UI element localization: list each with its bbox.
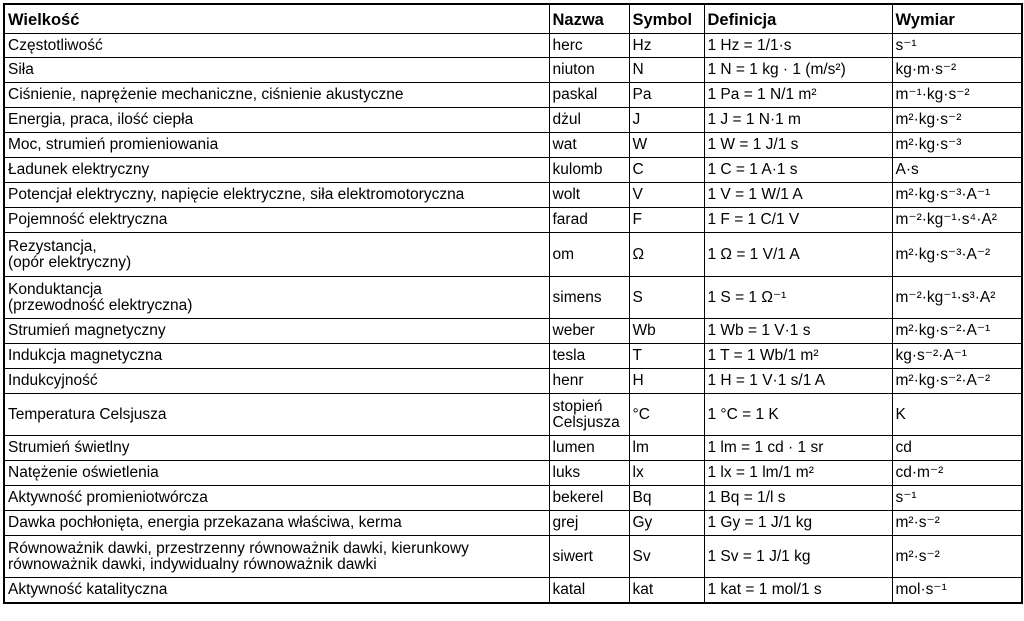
cell-symbol-text: F — [632, 211, 642, 228]
cell-dimension-text: m²·kg·s⁻² — [895, 111, 962, 128]
cell-quantity — [4, 277, 549, 319]
cell-name-text: farad — [552, 211, 588, 228]
cell-definition-text: 1 V = 1 W/1 A — [707, 186, 803, 203]
cell-dimension — [892, 277, 1022, 319]
cell-symbol-text: °C — [632, 405, 650, 423]
cell-quantity — [4, 133, 549, 158]
table-row — [4, 108, 1022, 133]
cell-symbol-text: C — [632, 161, 644, 178]
cell-name — [549, 319, 629, 344]
cell-dimension — [892, 578, 1022, 603]
cell-definition — [704, 233, 892, 277]
cell-dimension — [892, 319, 1022, 344]
table-row — [4, 536, 1022, 578]
cell-symbol — [629, 578, 704, 603]
cell-name — [549, 344, 629, 369]
cell-name-text: wolt — [552, 186, 581, 203]
cell-dimension-text: m²·s⁻² — [895, 514, 940, 531]
cell-definition — [704, 369, 892, 394]
cell-symbol — [629, 183, 704, 208]
table-row — [4, 319, 1022, 344]
cell-definition-text: 1 J = 1 N·1 m — [707, 111, 801, 128]
cell-definition-text: 1 kat = 1 mol/1 s — [707, 580, 822, 598]
cell-symbol-text: lx — [632, 464, 644, 481]
cell-name-text: niuton — [552, 61, 595, 78]
cell-dimension-text: m⁻²·kg⁻¹·s⁴·A² — [895, 211, 997, 228]
cell-definition — [704, 133, 892, 158]
cell-quantity — [4, 511, 549, 536]
cell-dimension-text: s⁻¹ — [895, 36, 917, 54]
cell-name-text: simens — [552, 288, 602, 306]
cell-quantity — [4, 486, 549, 511]
cell-definition-text: 1 lx = 1 lm/1 m² — [707, 464, 814, 481]
cell-dimension — [892, 83, 1022, 108]
cell-dimension — [892, 133, 1022, 158]
cell-quantity — [4, 108, 549, 133]
cell-name-text: henr — [552, 372, 584, 389]
cell-definition-text: 1 S = 1 Ω⁻¹ — [707, 288, 787, 306]
cell-definition — [704, 158, 892, 183]
header-row — [4, 4, 1022, 34]
cell-dimension-text: kg·s⁻²·A⁻¹ — [895, 347, 967, 364]
cell-definition — [704, 461, 892, 486]
cell-definition-text: 1 H = 1 V·1 s/1 A — [707, 372, 826, 389]
table-body — [4, 34, 1022, 603]
cell-definition — [704, 277, 892, 319]
table-row — [4, 486, 1022, 511]
cell-name — [549, 511, 629, 536]
cell-quantity-text: Energia, praca, ilość ciepła — [8, 111, 194, 128]
cell-symbol-text: Sv — [632, 547, 651, 565]
cell-symbol-text: S — [632, 288, 643, 306]
cell-quantity-text: Natężenie oświetlenia — [8, 464, 159, 481]
cell-definition — [704, 183, 892, 208]
cell-dimension-text: mol·s⁻¹ — [895, 580, 947, 598]
cell-dimension — [892, 486, 1022, 511]
cell-name — [549, 83, 629, 108]
cell-name-text: wat — [552, 136, 577, 153]
cell-name-text: luks — [552, 464, 581, 481]
cell-name — [549, 108, 629, 133]
cell-symbol-text: Wb — [632, 322, 656, 339]
table-row — [4, 133, 1022, 158]
cell-definition — [704, 511, 892, 536]
cell-quantity — [4, 233, 549, 277]
table-row — [4, 436, 1022, 461]
cell-definition-text: 1 lm = 1 cd · 1 sr — [707, 439, 824, 456]
cell-symbol — [629, 277, 704, 319]
cell-quantity-text: Strumień magnetyczny — [8, 322, 166, 339]
cell-definition — [704, 578, 892, 603]
cell-dimension-text: m⁻¹·kg·s⁻² — [895, 86, 970, 103]
table-row — [4, 394, 1022, 436]
table-row — [4, 578, 1022, 603]
table-row — [4, 369, 1022, 394]
cell-definition-text: 1 F = 1 C/1 V — [707, 211, 800, 228]
table-row — [4, 83, 1022, 108]
cell-quantity — [4, 578, 549, 603]
cell-dimension-text: m²·kg·s⁻³·A⁻¹ — [895, 186, 991, 203]
cell-dimension — [892, 511, 1022, 536]
cell-symbol — [629, 58, 704, 83]
cell-symbol — [629, 511, 704, 536]
cell-quantity — [4, 158, 549, 183]
cell-name — [549, 158, 629, 183]
cell-quantity — [4, 83, 549, 108]
cell-quantity-text: Strumień świetlny — [8, 439, 130, 456]
cell-dimension-text: m²·kg·s⁻²·A⁻¹ — [895, 322, 991, 339]
cell-dimension-text: m²·kg·s⁻³ — [895, 136, 962, 153]
cell-quantity — [4, 461, 549, 486]
cell-definition-text: 1 W = 1 J/1 s — [707, 136, 799, 153]
cell-definition-text: 1 Gy = 1 J/1 kg — [707, 514, 813, 531]
cell-name — [549, 486, 629, 511]
table-row — [4, 344, 1022, 369]
cell-dimension-text: A·s — [895, 161, 919, 178]
cell-symbol-text: T — [632, 347, 642, 364]
cell-dimension — [892, 233, 1022, 277]
cell-quantity — [4, 369, 549, 394]
cell-symbol-text: Bq — [632, 489, 652, 506]
cell-dimension-text: m²·kg·s⁻²·A⁻² — [895, 372, 991, 389]
cell-dimension — [892, 461, 1022, 486]
cell-quantity — [4, 344, 549, 369]
cell-definition-text: 1 Sv = 1 J/1 kg — [707, 547, 811, 565]
cell-definition — [704, 58, 892, 83]
cell-dimension-text: m⁻²·kg⁻¹·s³·A² — [895, 288, 996, 306]
cell-name-text: kulomb — [552, 161, 603, 178]
cell-quantity — [4, 319, 549, 344]
cell-dimension-text: m²·kg·s⁻³·A⁻² — [895, 245, 991, 263]
table-row — [4, 277, 1022, 319]
cell-definition-text: 1 Pa = 1 N/1 m² — [707, 86, 817, 103]
cell-dimension-text: K — [895, 405, 906, 423]
cell-name — [549, 133, 629, 158]
cell-definition-text: 1 T = 1 Wb/1 m² — [707, 347, 819, 364]
table-row — [4, 34, 1022, 58]
cell-quantity-text: Konduktancja (przewodność elektryczna) — [8, 280, 193, 314]
cell-quantity-text: Potencjał elektryczny, napięcie elektryczne, siła elektromotoryczna — [8, 186, 465, 203]
cell-symbol — [629, 461, 704, 486]
cell-symbol — [629, 486, 704, 511]
cell-name-text: herc — [552, 36, 583, 54]
cell-quantity — [4, 183, 549, 208]
cell-name — [549, 536, 629, 578]
cell-symbol-text: lm — [632, 439, 649, 456]
header-name: Nazwa — [549, 4, 629, 34]
cell-definition — [704, 536, 892, 578]
cell-dimension — [892, 34, 1022, 58]
cell-name-text: tesla — [552, 347, 586, 364]
cell-definition — [704, 486, 892, 511]
cell-name — [549, 58, 629, 83]
cell-definition — [704, 436, 892, 461]
cell-dimension — [892, 208, 1022, 233]
cell-symbol-text: Hz — [632, 36, 652, 54]
cell-name-text: stopień Celsjusza — [552, 397, 620, 431]
cell-quantity-text: Indukcyjność — [8, 372, 98, 389]
cell-name — [549, 394, 629, 436]
cell-definition-text: 1 Ω = 1 V/1 A — [707, 245, 800, 263]
cell-quantity-text: Ładunek elektryczny — [8, 161, 150, 178]
cell-symbol-text: Ω — [632, 245, 645, 263]
cell-definition-text: 1 C = 1 A·1 s — [707, 161, 798, 178]
cell-definition — [704, 394, 892, 436]
cell-definition-text: 1 °C = 1 K — [707, 405, 779, 423]
cell-name — [549, 277, 629, 319]
cell-symbol — [629, 108, 704, 133]
cell-name-text: siwert — [552, 547, 593, 565]
cell-symbol — [629, 319, 704, 344]
cell-dimension-text: cd·m⁻² — [895, 464, 944, 481]
cell-name — [549, 369, 629, 394]
table-row — [4, 158, 1022, 183]
cell-definition-text: 1 Hz = 1/1·s — [707, 36, 792, 54]
cell-symbol — [629, 394, 704, 436]
cell-dimension — [892, 158, 1022, 183]
cell-symbol — [629, 34, 704, 58]
cell-name — [549, 183, 629, 208]
cell-dimension — [892, 108, 1022, 133]
cell-name-text: om — [552, 245, 575, 263]
cell-quantity-text: Aktywność katalityczna — [8, 580, 168, 598]
cell-quantity — [4, 436, 549, 461]
table-row — [4, 183, 1022, 208]
cell-definition — [704, 108, 892, 133]
cell-dimension — [892, 369, 1022, 394]
cell-dimension-text: kg·m·s⁻² — [895, 61, 957, 78]
cell-definition — [704, 83, 892, 108]
cell-symbol-text: N — [632, 61, 644, 78]
cell-symbol — [629, 233, 704, 277]
cell-symbol-text: Pa — [632, 86, 652, 103]
cell-name-text: dżul — [552, 111, 581, 128]
cell-symbol-text: V — [632, 186, 643, 203]
cell-definition-text: 1 Wb = 1 V·1 s — [707, 322, 811, 339]
cell-name-text: paskal — [552, 86, 598, 103]
cell-definition — [704, 208, 892, 233]
cell-symbol-text: Gy — [632, 514, 653, 531]
cell-symbol — [629, 536, 704, 578]
cell-name — [549, 34, 629, 58]
cell-name — [549, 233, 629, 277]
cell-name-text: grej — [552, 514, 579, 531]
header-definition: Definicja — [704, 4, 892, 34]
cell-symbol — [629, 369, 704, 394]
cell-symbol — [629, 158, 704, 183]
cell-dimension-text: s⁻¹ — [895, 489, 917, 506]
cell-quantity — [4, 58, 549, 83]
table-row — [4, 208, 1022, 233]
cell-name-text: bekerel — [552, 489, 604, 506]
cell-name-text: lumen — [552, 439, 595, 456]
cell-quantity-text: Pojemność elektryczna — [8, 211, 168, 228]
cell-quantity — [4, 536, 549, 578]
cell-quantity-text: Aktywność promieniotwórcza — [8, 489, 208, 506]
header-symbol: Symbol — [629, 4, 704, 34]
cell-symbol — [629, 344, 704, 369]
cell-quantity — [4, 34, 549, 58]
table-row — [4, 511, 1022, 536]
cell-quantity-text: Rezystancja, (opór elektryczny) — [8, 237, 132, 271]
cell-definition — [704, 34, 892, 58]
cell-quantity-text: Siła — [8, 61, 34, 78]
cell-symbol-text: W — [632, 136, 648, 153]
cell-dimension — [892, 183, 1022, 208]
cell-symbol — [629, 208, 704, 233]
cell-quantity-text: Temperatura Celsjusza — [8, 405, 167, 423]
cell-dimension — [892, 536, 1022, 578]
cell-dimension — [892, 436, 1022, 461]
cell-quantity-text: Ciśnienie, naprężenie mechaniczne, ciśnienie akustyczne — [8, 86, 404, 103]
cell-symbol — [629, 436, 704, 461]
cell-symbol — [629, 133, 704, 158]
cell-dimension-text: cd — [895, 439, 912, 456]
cell-dimension-text: m²·s⁻² — [895, 547, 940, 565]
cell-name — [549, 436, 629, 461]
cell-dimension — [892, 344, 1022, 369]
cell-quantity-text: Częstotliwość — [8, 36, 103, 54]
cell-symbol — [629, 83, 704, 108]
cell-name-text: katal — [552, 580, 586, 598]
header-quantity: Wielkość — [4, 4, 549, 34]
cell-symbol-text: kat — [632, 580, 654, 598]
cell-definition-text: 1 Bq = 1/l s — [707, 489, 786, 506]
cell-quantity — [4, 394, 549, 436]
table-row — [4, 233, 1022, 277]
cell-quantity-text: Moc, strumień promieniowania — [8, 136, 219, 153]
cell-dimension — [892, 394, 1022, 436]
table-row — [4, 58, 1022, 83]
cell-name — [549, 208, 629, 233]
cell-quantity-text: Dawka pochłonięta, energia przekazana właściwa, kerma — [8, 514, 402, 531]
cell-quantity-text: Równoważnik dawki, przestrzenny równoważnik dawki, kierunkowy równoważnik dawki, indywidualny równoważnik dawki — [8, 539, 469, 573]
cell-symbol-text: J — [632, 111, 641, 128]
table-row — [4, 461, 1022, 486]
header-dimension: Wymiar — [892, 4, 1022, 34]
cell-name — [549, 461, 629, 486]
cell-definition-text: 1 N = 1 kg · 1 (m/s²) — [707, 61, 846, 78]
cell-definition — [704, 344, 892, 369]
cell-definition — [704, 319, 892, 344]
si-units-table — [3, 3, 1023, 604]
cell-name-text: weber — [552, 322, 595, 339]
cell-quantity — [4, 208, 549, 233]
cell-quantity-text: Indukcja magnetyczna — [8, 347, 163, 364]
cell-dimension — [892, 58, 1022, 83]
cell-symbol-text: H — [632, 372, 644, 389]
cell-name — [549, 578, 629, 603]
